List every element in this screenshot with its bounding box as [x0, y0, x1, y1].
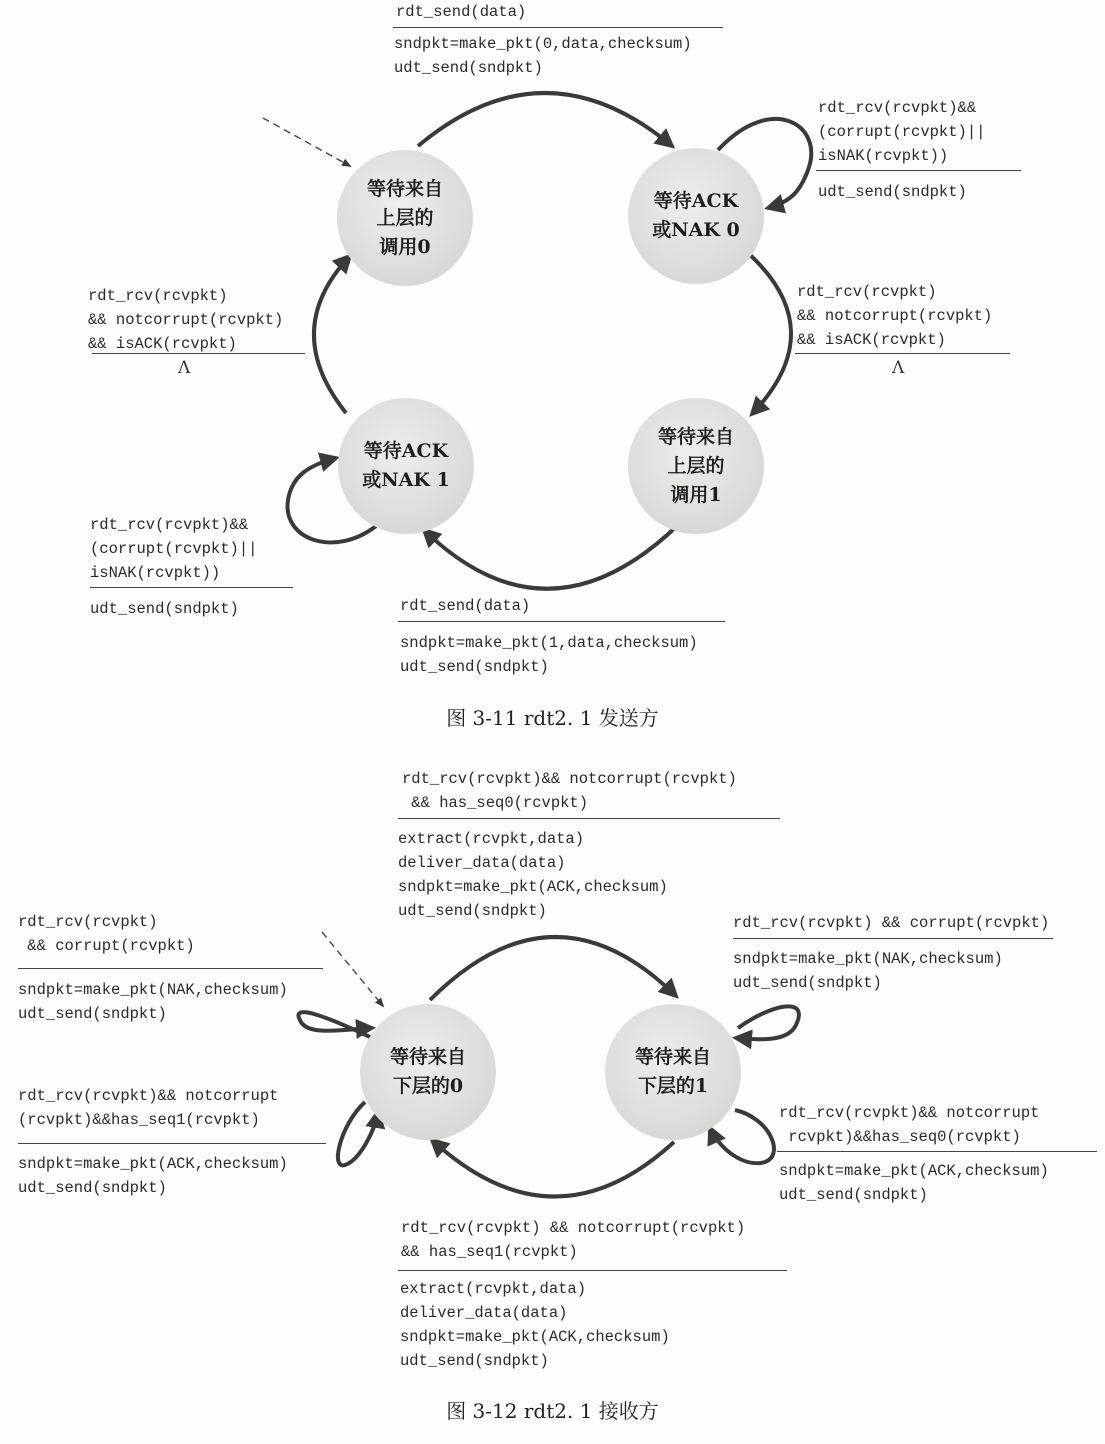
fig12-left-corrupt-event: rdt_rcv(rcvpkt) && corrupt(rcvpkt): [18, 913, 195, 955]
state-label: 等待来自 下层的1: [634, 1046, 711, 1097]
fig12-right-dup-action: sndpkt=make_pkt(ACK,checksum) udt_send(sndpkt): [779, 1162, 1049, 1204]
fig11-self-ack1-action: udt_send(sndpkt): [90, 600, 239, 618]
fig12-bottom-action: extract(rcvpkt,data) deliver_data(data) sndpkt=make_pkt(ACK,checksum) udt_send(sndpkt): [400, 1280, 670, 1370]
fig11-left-action: Λ: [178, 358, 191, 378]
fig11-self-ack1-event: rdt_rcv(rcvpkt)&& (corrupt(rcvpkt)|| isNAK(rcvpkt)): [90, 516, 258, 582]
state-label: 等待来自 上层的 调用0: [366, 177, 443, 258]
fig12-bottom-rule: [398, 1270, 787, 1271]
fig12-left-corrupt-action: sndpkt=make_pkt(NAK,checksum) udt_send(sndpkt): [18, 981, 288, 1023]
fig11-right-action: Λ: [892, 358, 905, 378]
fig11-left-rule: [92, 353, 305, 354]
state-label: 等待ACK 或NAK 1: [362, 440, 450, 491]
fig11-bottom-event: rdt_send(data): [400, 597, 531, 615]
fig12-right-corrupt-action: sndpkt=make_pkt(NAK,checksum) udt_send(sndpkt): [733, 950, 1003, 992]
fig11-bottom-rule: [398, 621, 725, 622]
fig11-initial-arrow: [263, 118, 350, 166]
state-label: 等待来自 上层的 调用1: [657, 425, 734, 506]
fig11-caption: 图 3-11 rdt2. 1 发送方: [446, 706, 659, 730]
fig12-right-corrupt-event: rdt_rcv(rcvpkt) && corrupt(rcvpkt): [733, 914, 1050, 932]
fig12-right-corrupt-rule: [733, 938, 1053, 939]
fig11-state-wait-call-1: [628, 398, 764, 534]
fig12-left-dup-event: rdt_rcv(rcvpkt)&& notcorrupt (rcvpkt)&&has_seq1(rcvpkt): [18, 1087, 279, 1129]
fig12-bottom-event: rdt_rcv(rcvpkt) && notcorrupt(rcvpkt) && has_seq1(rcvpkt): [401, 1219, 746, 1261]
fig11-right-event: rdt_rcv(rcvpkt) && notcorrupt(rcvpkt) && isACK(rcvpkt): [797, 283, 993, 349]
fig11-transition-right: [748, 253, 791, 414]
fig11-self-ack0-rule: [816, 170, 1021, 171]
fig11-state-wait-ack-1: [338, 398, 474, 534]
fig11-top-action: sndpkt=make_pkt(0,data,checksum) udt_send(sndpkt): [394, 35, 692, 77]
fig11-state-wait-ack-0: [628, 148, 764, 284]
fig12-top-rule: [398, 818, 780, 819]
fig11-self-ack0-event: rdt_rcv(rcvpkt)&& (corrupt(rcvpkt)|| isNAK(rcvpkt)): [818, 99, 986, 165]
fig11-top-rule: [393, 27, 723, 28]
fig12-state-wait-below-0: [360, 1004, 496, 1140]
fig12-transition-bottom: [432, 1140, 674, 1197]
fig12-self-loop-left-top: [298, 1012, 372, 1038]
fig12-state-wait-below-1: [605, 1004, 741, 1140]
fig12-initial-arrow: [322, 932, 383, 1006]
fig11-self-ack1-rule: [90, 587, 293, 588]
fig12-left-dup-action: sndpkt=make_pkt(ACK,checksum) udt_send(sndpkt): [18, 1155, 288, 1197]
fig12-left-corrupt-rule: [18, 968, 323, 969]
fig12-top-event: rdt_rcv(rcvpkt)&& notcorrupt(rcvpkt) && has_seq0(rcvpkt): [402, 770, 737, 812]
fig11-state-wait-call-0: [337, 150, 473, 286]
fig12-left-dup-rule: [18, 1143, 326, 1144]
state-label: 等待来自 下层的0: [389, 1046, 466, 1097]
fig12-caption: 图 3-12 rdt2. 1 接收方: [446, 1399, 659, 1423]
fig12-right-dup-event: rdt_rcv(rcvpkt)&& notcorrupt rcvpkt)&&has_seq0(rcvpkt): [779, 1104, 1040, 1146]
fig11-self-ack0-action: udt_send(sndpkt): [818, 183, 967, 201]
fig12-transition-top: [430, 937, 676, 1000]
fig12-self-loop-right-top: [736, 1006, 799, 1039]
fig11-left-event: rdt_rcv(rcvpkt) && notcorrupt(rcvpkt) && isACK(rcvpkt): [88, 287, 284, 353]
fig11-bottom-action: sndpkt=make_pkt(1,data,checksum) udt_send(sndpkt): [400, 634, 698, 676]
fig11-top-event: rdt_send(data): [396, 3, 527, 21]
fig12-top-action: extract(rcvpkt,data) deliver_data(data) sndpkt=make_pkt(ACK,checksum) udt_send(sndpkt): [398, 830, 668, 920]
fig11-transition-top: [418, 93, 672, 146]
fig11-transition-bottom: [424, 525, 678, 589]
state-label: 等待ACK 或NAK 0: [652, 190, 740, 241]
fig12-right-dup-rule: [777, 1151, 1097, 1152]
fig11-transition-left: [314, 256, 350, 413]
fig11-right-rule: [795, 353, 1010, 354]
